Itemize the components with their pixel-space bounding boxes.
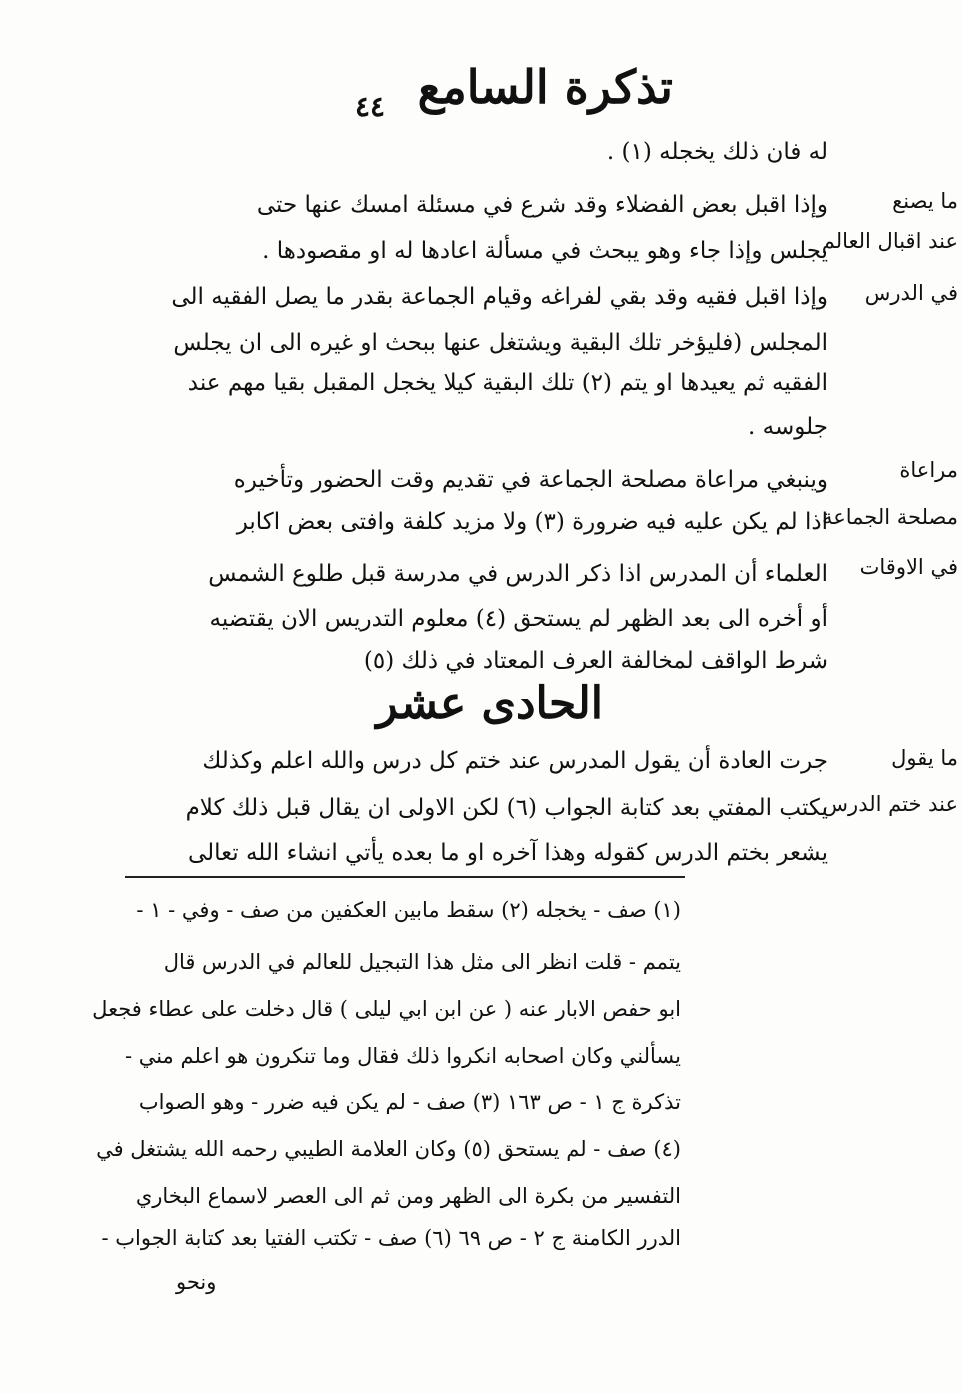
margin-note: عند ختم الدرس (822, 792, 958, 816)
footnote-divider (125, 876, 685, 878)
text-line: وإذا اقبل فقيه وقد بقي لفراغه وقيام الجماعة بقدر ما يصل الفقيه الى (171, 284, 828, 310)
text-line: شرط الواقف لمخالفة العرف المعتاد في ذلك (٥) (363, 648, 828, 674)
margin-note: عند اقبال العالم (821, 229, 958, 253)
footnote-line: (١) صف - يخجله (٢) سقط مابين العكفين من صف - وفي - ١ - (136, 898, 681, 922)
text-line: العلماء أن المدرس اذا ذكر الدرس في مدرسة قبل طلوع الشمس (208, 561, 828, 587)
footnote-line: يسألني وكان اصحابه انكروا ذلك فقال وما تنكرون هو اعلم مني - (124, 1044, 681, 1068)
text-line: وينبغي مراعاة مصلحة الجماعة في تقديم وقت الحضور وتأخيره (233, 467, 828, 493)
margin-note: مراعاة (899, 458, 958, 482)
footnote-line: الدرر الكامنة ج ٢ - ص ٦٩ (٦) صف - تكتب الفتيا بعد كتابة الجواب - (101, 1226, 681, 1250)
footnote-line: يتمم - قلت انظر الى مثل هذا التبجيل للعالم في الدرس قال (163, 950, 681, 974)
page-number: ٤٤ (355, 90, 386, 123)
chapter-heading: الحادى عشر (376, 678, 603, 729)
catchword: ونحو (176, 1270, 217, 1294)
text-line: أو أخره الى بعد الظهر لم يستحق (٤) معلوم التدريس الان يقتضيه (209, 606, 828, 632)
text-line: المجلس (فليؤخر تلك البقية ويشتغل عنها ببحث او غيره الى ان يجلس (173, 330, 828, 356)
margin-note: مصلحة الجماعة (821, 505, 958, 529)
margin-note: في الاوقات (859, 555, 958, 579)
page-title: تذكرة السامع (417, 60, 673, 114)
footnote-line: ابو حفص الابار عنه ( عن ابن ابي ليلى ) قال دخلت على عطاء فجعل (92, 997, 681, 1021)
footnote-line: التفسير من بكرة الى الظهر ومن ثم الى العصر لاسماع البخاري (135, 1184, 681, 1208)
text-line: جلوسه . (748, 414, 828, 440)
text-line: يجلس وإذا جاء وهو يبحث في مسألة اعادها له او مقصودها . (262, 238, 828, 264)
text-line: له فان ذلك يخجله (١) . (606, 139, 828, 165)
footnote-line: تذكرة ج ١ - ص ١٦٣ (٣) صف - لم يكن فيه ضرر - وهو الصواب (138, 1090, 681, 1114)
margin-note: ما يقول (891, 746, 958, 770)
margin-note: في الدرس (864, 281, 958, 305)
text-line: يكتب المفتي بعد كتابة الجواب (٦) لكن الاولى ان يقال قبل ذلك كلام (185, 795, 828, 821)
text-line: جرت العادة أن يقول المدرس عند ختم كل درس والله اعلم وكذلك (202, 748, 828, 774)
text-line: الفقيه ثم يعيدها او يتم (٢) تلك البقية كيلا يخجل المقبل بقيا مهم عند (187, 370, 828, 396)
text-line: اذا لم يكن عليه فيه ضرورة (٣) ولا مزيد كلفة وافتى بعض اكابر (236, 509, 828, 535)
footnote-line: (٤) صف - لم يستحق (٥) وكان العلامة الطيبي رحمه الله يشتغل في (96, 1137, 681, 1161)
text-line: وإذا اقبل بعض الفضلاء وقد شرع في مسئلة امسك عنها حتى (256, 192, 828, 218)
text-line: يشعر بختم الدرس كقوله وهذا آخره او ما بعده يأتي انشاء الله تعالى (187, 840, 828, 866)
margin-note: ما يصنع (892, 189, 958, 213)
